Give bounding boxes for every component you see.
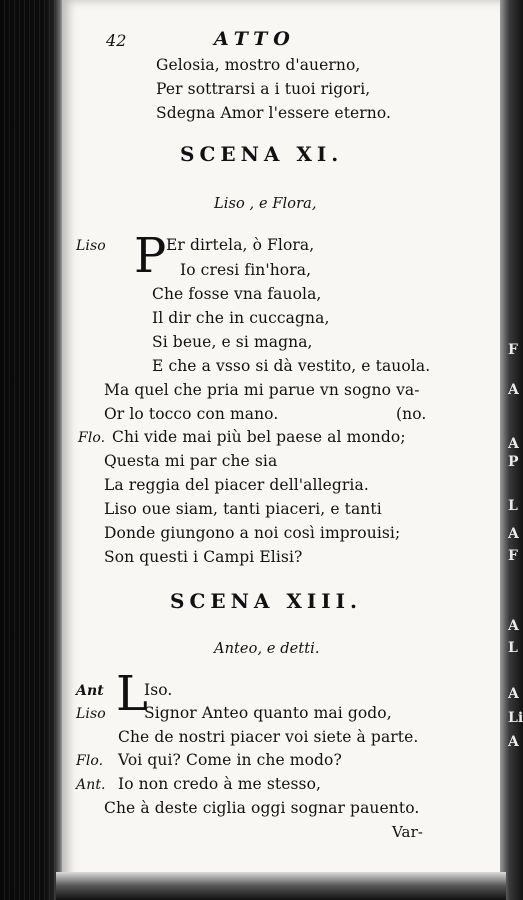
- verse-line: Son questi i Campi Elisi?: [104, 548, 303, 566]
- facing-page-fragment: P: [508, 454, 519, 470]
- verse-line: Ma quel che pria mi parue vn sogno va-: [104, 381, 420, 399]
- verse-line: Liso oue siam, tanti piaceri, e tanti: [104, 500, 382, 518]
- facing-page-fragment: A: [508, 526, 519, 542]
- scene-heading: SCENA XIII.: [170, 589, 362, 613]
- verse-line: Iso.: [144, 681, 173, 699]
- speaker-label: Ant: [76, 683, 104, 699]
- verse-line: Chi vide mai più bel paese al mondo;: [112, 428, 406, 446]
- verse-line: Questa mi par che sia: [104, 452, 278, 470]
- verse-line: Or lo tocco con mano.: [104, 405, 279, 423]
- verse-line: Si beue, e si magna,: [152, 333, 313, 351]
- verse-line: Er dirtela, ò Flora,: [166, 236, 315, 254]
- facing-page-fragment: Li: [508, 710, 523, 726]
- verse-line: E che a vsso si dà vestito, e tauola.: [152, 357, 431, 375]
- verse-turnover: (no.: [396, 405, 427, 423]
- page-edges: [4, 0, 56, 900]
- verse-line: Donde giungono a noi così improuisi;: [104, 524, 401, 542]
- verse-line: La reggia del piacer dell'allegria.: [104, 476, 369, 494]
- drop-initial: L: [116, 666, 148, 722]
- verse-line: Gelosia, mostro d'auerno,: [156, 56, 361, 74]
- speaker-label: Flo.: [76, 753, 104, 769]
- scene-cast: Liso , e Flora,: [214, 196, 317, 212]
- facing-page-fragment: A: [508, 618, 519, 634]
- drop-initial: P: [134, 228, 167, 284]
- verse-line: Io non credo à me stesso,: [118, 775, 322, 793]
- verse-line: Il dir che in cuccagna,: [152, 309, 330, 327]
- catchword: Var-: [392, 823, 424, 841]
- bottom-page-edge: [56, 872, 506, 900]
- facing-page-fragment: F: [508, 548, 518, 564]
- verse-line: Che de nostri piacer voi siete à parte.: [118, 728, 419, 746]
- scene-cast: Anteo, e detti.: [214, 641, 320, 657]
- facing-page-fragment: L: [508, 498, 518, 514]
- verse-line: Io cresi fin'hora,: [180, 261, 312, 279]
- running-head: ATTO: [214, 28, 296, 50]
- verse-line: Voi qui? Come in che modo?: [118, 751, 342, 769]
- verse-line: Che fosse vna fauola,: [152, 285, 322, 303]
- page-number: 42: [106, 31, 127, 50]
- facing-page-fragment: A: [508, 436, 519, 452]
- verse-line: Signor Anteo quanto mai godo,: [144, 704, 392, 722]
- speaker-label: Liso: [76, 238, 106, 254]
- scene-heading: SCENA XI.: [180, 142, 344, 166]
- book-page: [62, 0, 504, 900]
- facing-page-fragment: A: [508, 734, 519, 750]
- facing-page-fragment: L: [508, 640, 518, 656]
- speaker-label: Ant.: [76, 777, 106, 793]
- verse-line: Che à deste ciglia oggi sognar pauento.: [104, 799, 420, 817]
- verse-line: Sdegna Amor l'essere eterno.: [156, 104, 392, 122]
- facing-page-fragment: A: [508, 686, 519, 702]
- facing-page-fragment: A: [508, 382, 519, 398]
- speaker-label: Liso: [76, 706, 106, 722]
- verse-line: Per sottrarsi a i tuoi rigori,: [156, 80, 371, 98]
- facing-page-fragment: F: [508, 342, 518, 358]
- speaker-label: Flo.: [78, 430, 106, 446]
